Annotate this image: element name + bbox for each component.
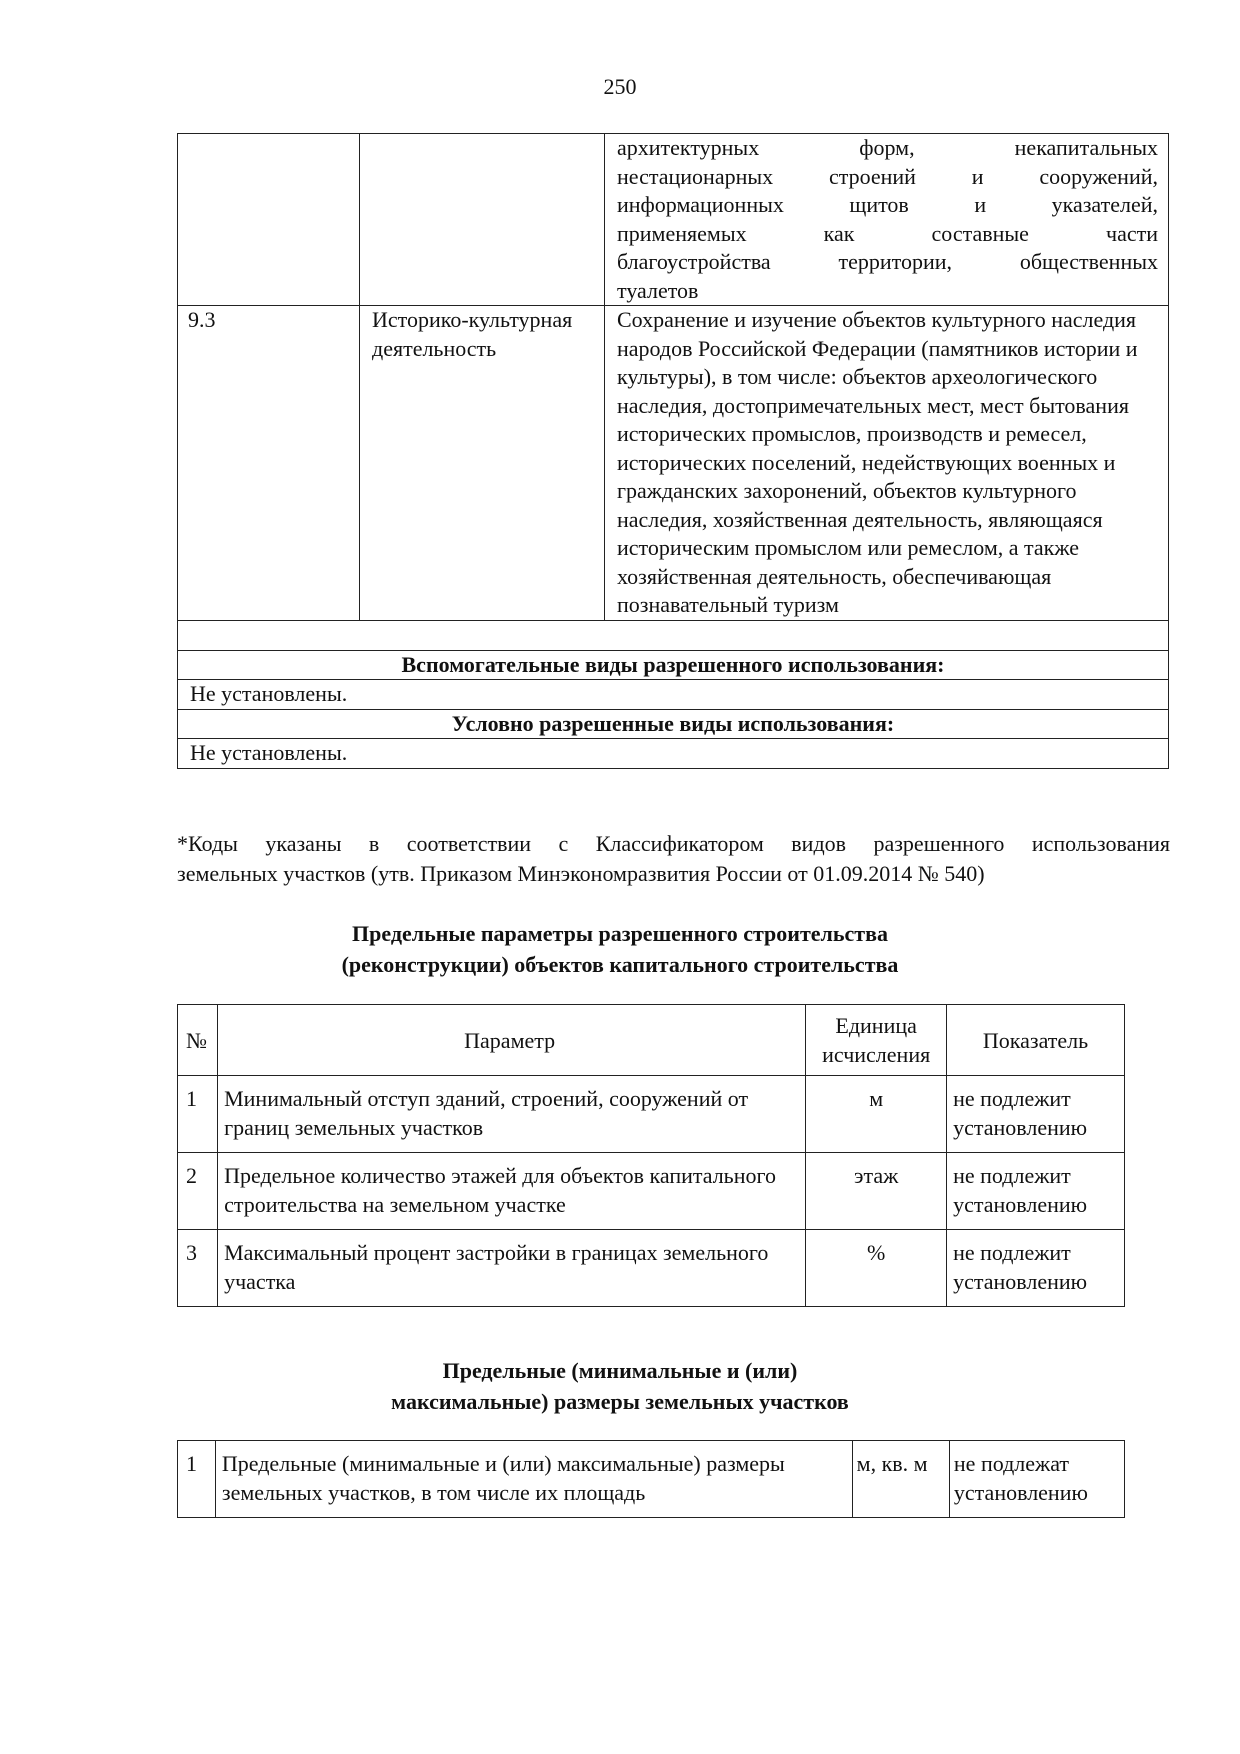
description-line: благоустройства территории, общественных (617, 249, 1158, 274)
table-row (178, 1441, 1125, 1518)
table-row (178, 680, 1169, 710)
header-unit: Единица исчисления (806, 1005, 947, 1076)
code-cell: 9.3 (178, 306, 360, 621)
use-name-cell (360, 134, 605, 306)
use-name-cell: Историко-культурная деятельность (360, 306, 605, 621)
row-unit: этаж (806, 1153, 947, 1230)
title-line: Предельные (минимальные и (или) (442, 1358, 798, 1383)
plot-size-section-title (0, 1355, 1240, 1417)
row-param: Максимальный процент застройки в границах земельного участка (218, 1230, 806, 1307)
empty-row (178, 620, 1169, 650)
footnote-line: *Коды указаны в соответствии с Классификатором видов разрешенного использования (177, 831, 1170, 856)
footnote-line: земельных участков (утв. Приказом Минэкономразвития России от 01.09.2014 № 540) (177, 861, 985, 886)
row-num: 3 (178, 1230, 218, 1307)
footnote (177, 829, 1170, 889)
row-num: 2 (178, 1153, 218, 1230)
description-line: информационных щитов и указателей, (617, 192, 1158, 217)
table-header-row (178, 1005, 1125, 1076)
table-row (178, 1230, 1125, 1307)
description-line: нестационарных строений и сооружений, (617, 163, 1158, 189)
table-row (178, 134, 1169, 306)
description-line: архитектурных форм, некапитальных (617, 135, 1158, 160)
row-param: Предельные (минимальные и (или) максимальные) размеры земельных участков, в том числе их площадь (215, 1441, 852, 1518)
conditional-uses-heading: Условно разрешенные виды использования: (178, 709, 1169, 739)
header-num: № (178, 1005, 218, 1076)
title-line: максимальные) размеры земельных участков (391, 1389, 849, 1414)
row-num: 1 (178, 1441, 216, 1518)
table-row (178, 306, 1169, 621)
table-row (178, 709, 1169, 739)
page-number: 250 (603, 74, 637, 99)
description-line: туалетов (617, 277, 699, 303)
permitted-uses-table (177, 133, 1169, 769)
row-unit: м (806, 1076, 947, 1153)
title-line: (реконструкции) объектов капитального строительства (341, 952, 899, 977)
table-row (178, 739, 1169, 769)
row-value: не подлежит установлению (947, 1230, 1125, 1307)
conditional-uses-value: Не установлены. (178, 739, 1169, 769)
table-row (178, 650, 1169, 680)
use-description-cell: Сохранение и изучение объектов культурного наследия народов Российской Федерации (памятников истории и культуры), в том числе: объектов археологического наследия, достопримечательных мест, мест бытования исторических промыслов, производств и ремесел, исторических поселений, недействующих военных и гражданских захоронений, объектов культурного наследия, хозяйственная деятельность, являющаяся историческим промыслом или ремеслом, а также хозяйственная деятельность, обеспечивающая познавательный туризм (605, 306, 1169, 621)
table-row (178, 1153, 1125, 1230)
row-num: 1 (178, 1076, 218, 1153)
parameters-section-title (0, 918, 1240, 980)
use-description-cell (605, 134, 1169, 306)
parameters-table (177, 1004, 1125, 1307)
plot-size-table (177, 1440, 1125, 1518)
code-cell (178, 134, 360, 306)
description-line: применяемых как составные части (617, 220, 1158, 246)
row-value: не подлежит установлению (947, 1076, 1125, 1153)
row-param: Предельное количество этажей для объектов капитального строительства на земельном участке (218, 1153, 806, 1230)
header-value: Показатель (947, 1005, 1125, 1076)
auxiliary-uses-value: Не установлены. (178, 680, 1169, 710)
header-param: Параметр (218, 1005, 806, 1076)
title-line: Предельные параметры разрешенного строительства (352, 921, 888, 946)
row-value: не подлежат установлению (949, 1441, 1124, 1518)
row-unit: % (806, 1230, 947, 1307)
row-unit: м, кв. м (852, 1441, 949, 1518)
auxiliary-uses-heading: Вспомогательные виды разрешенного использования: (178, 650, 1169, 680)
table-row (178, 1076, 1125, 1153)
row-value: не подлежит установлению (947, 1153, 1125, 1230)
row-param: Минимальный отступ зданий, строений, сооружений от границ земельных участков (218, 1076, 806, 1153)
